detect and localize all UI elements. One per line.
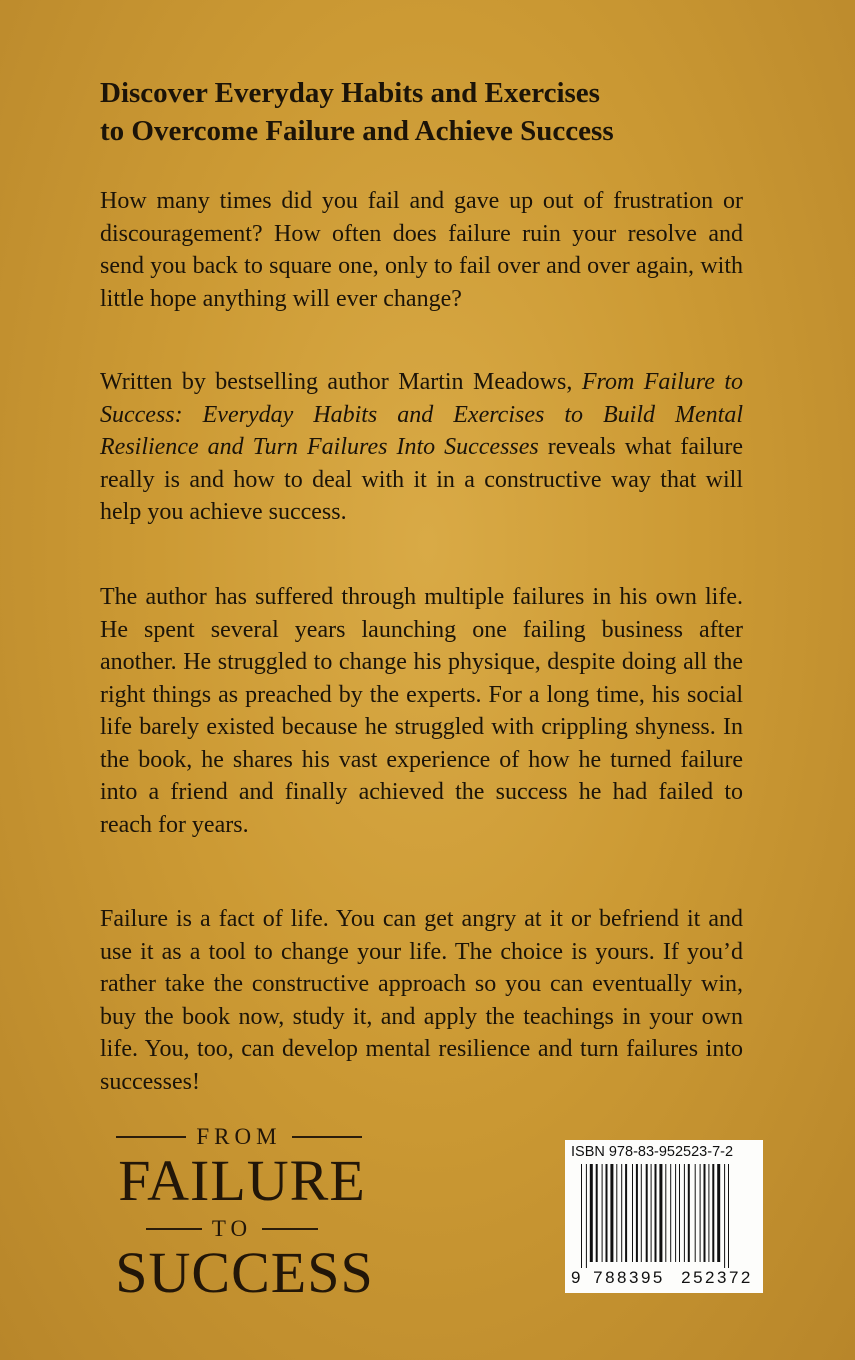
barcode-bar [684, 1164, 685, 1262]
barcode-bar [610, 1164, 613, 1262]
barcode-digit-group-1: 788395 [593, 1268, 665, 1287]
logo-to-row [132, 1216, 332, 1242]
logo-failure: FAILURE [118, 1148, 366, 1213]
book-full-title: From Failure to Success: Everyday Habits and Exercises to Build Mental Resilience and Turn Failures Into Successes [100, 369, 743, 460]
logo-rule [292, 1136, 362, 1138]
barcode-bar [625, 1164, 627, 1262]
barcode-bar [670, 1164, 671, 1262]
paragraph-intro: How many times did you fail and gave up out of frustration or discouragement? How often does failure ruin your resolve and send you back to square one, only to fail over and over again, with little hope anything will ever change? [100, 188, 743, 312]
isbn-label: ISBN 978-83-952523-7-2 [571, 1144, 734, 1160]
book-title-logo [92, 1122, 397, 1307]
barcode-bar [606, 1164, 608, 1262]
paragraph-author-intro: Written by bestselling author Martin Meadows, [100, 369, 582, 395]
logo-success: SUCCESS [115, 1240, 374, 1305]
paragraph-call-to-action: Failure is a fact of life. You can get angry at it or befriend it and use it as a tool to change your life. The choice is yours. If you’d rather take the constructive approach so you can eventually win, buy the book now, study it, and apply the teachings in your own life. You, too, can develop mental resilience and turn failures into successes! [100, 906, 743, 1095]
barcode-bar [704, 1164, 706, 1262]
logo-rule [116, 1136, 186, 1138]
heading-line-2: to Overcome Failure and Achieve Success [100, 115, 614, 147]
isbn-barcode [565, 1140, 763, 1293]
logo-from-row [104, 1124, 374, 1150]
barcode-bar [708, 1164, 709, 1262]
barcode-bar [616, 1164, 617, 1262]
barcode-bar [679, 1164, 680, 1262]
barcode-bar [602, 1164, 603, 1262]
barcode-digit-first: 9 [571, 1268, 581, 1287]
barcode-bar [590, 1164, 593, 1262]
barcode-bar [651, 1164, 652, 1262]
barcode-bar [632, 1164, 633, 1262]
barcode-bar [586, 1164, 587, 1268]
barcode-bar [688, 1164, 690, 1262]
barcode-bar [636, 1164, 638, 1262]
barcode-bar [717, 1164, 720, 1262]
barcode-bar [596, 1164, 598, 1262]
barcode-bar [581, 1164, 582, 1268]
logo-rule [146, 1228, 202, 1230]
barcode-bar [641, 1164, 642, 1262]
barcode-bar [621, 1164, 622, 1262]
barcode-digit-group-2: 252372 [681, 1268, 753, 1287]
paragraph-author-rest: reveals what failure really is and how to deal with it in a constructive way that will help you achieve success. [100, 434, 744, 525]
barcode-bar [665, 1164, 666, 1262]
barcode-bar [728, 1164, 729, 1268]
barcode-bar [655, 1164, 657, 1262]
logo-from: FROM [196, 1124, 282, 1149]
barcode-bar [659, 1164, 662, 1262]
logo-rule [262, 1228, 318, 1230]
logo-to: TO [211, 1216, 253, 1241]
barcode-bar [675, 1164, 676, 1262]
barcode-bar [700, 1164, 701, 1262]
paragraph-story: The author has suffered through multiple failures in his own life. He spent several years launching one failing business after another. He struggled to change his physique, despite doing all the right things as preached by the experts. For a long time, his social life barely existed because he struggled with crippling shyness. In the book, he shares his vast experience of how he turned failure into a friend and finally achieved the success he had failed to reach for years. [100, 584, 743, 838]
heading-line-1: Discover Everyday Habits and Exercises [100, 77, 600, 109]
barcode-bar [646, 1164, 648, 1262]
barcode-bar [695, 1164, 696, 1262]
barcode-bars [571, 1164, 757, 1268]
barcode-digits [571, 1268, 761, 1288]
paragraph-author [100, 366, 743, 529]
barcode-bar [712, 1164, 714, 1262]
cover-heading [100, 74, 760, 150]
barcode-bar [724, 1164, 725, 1268]
